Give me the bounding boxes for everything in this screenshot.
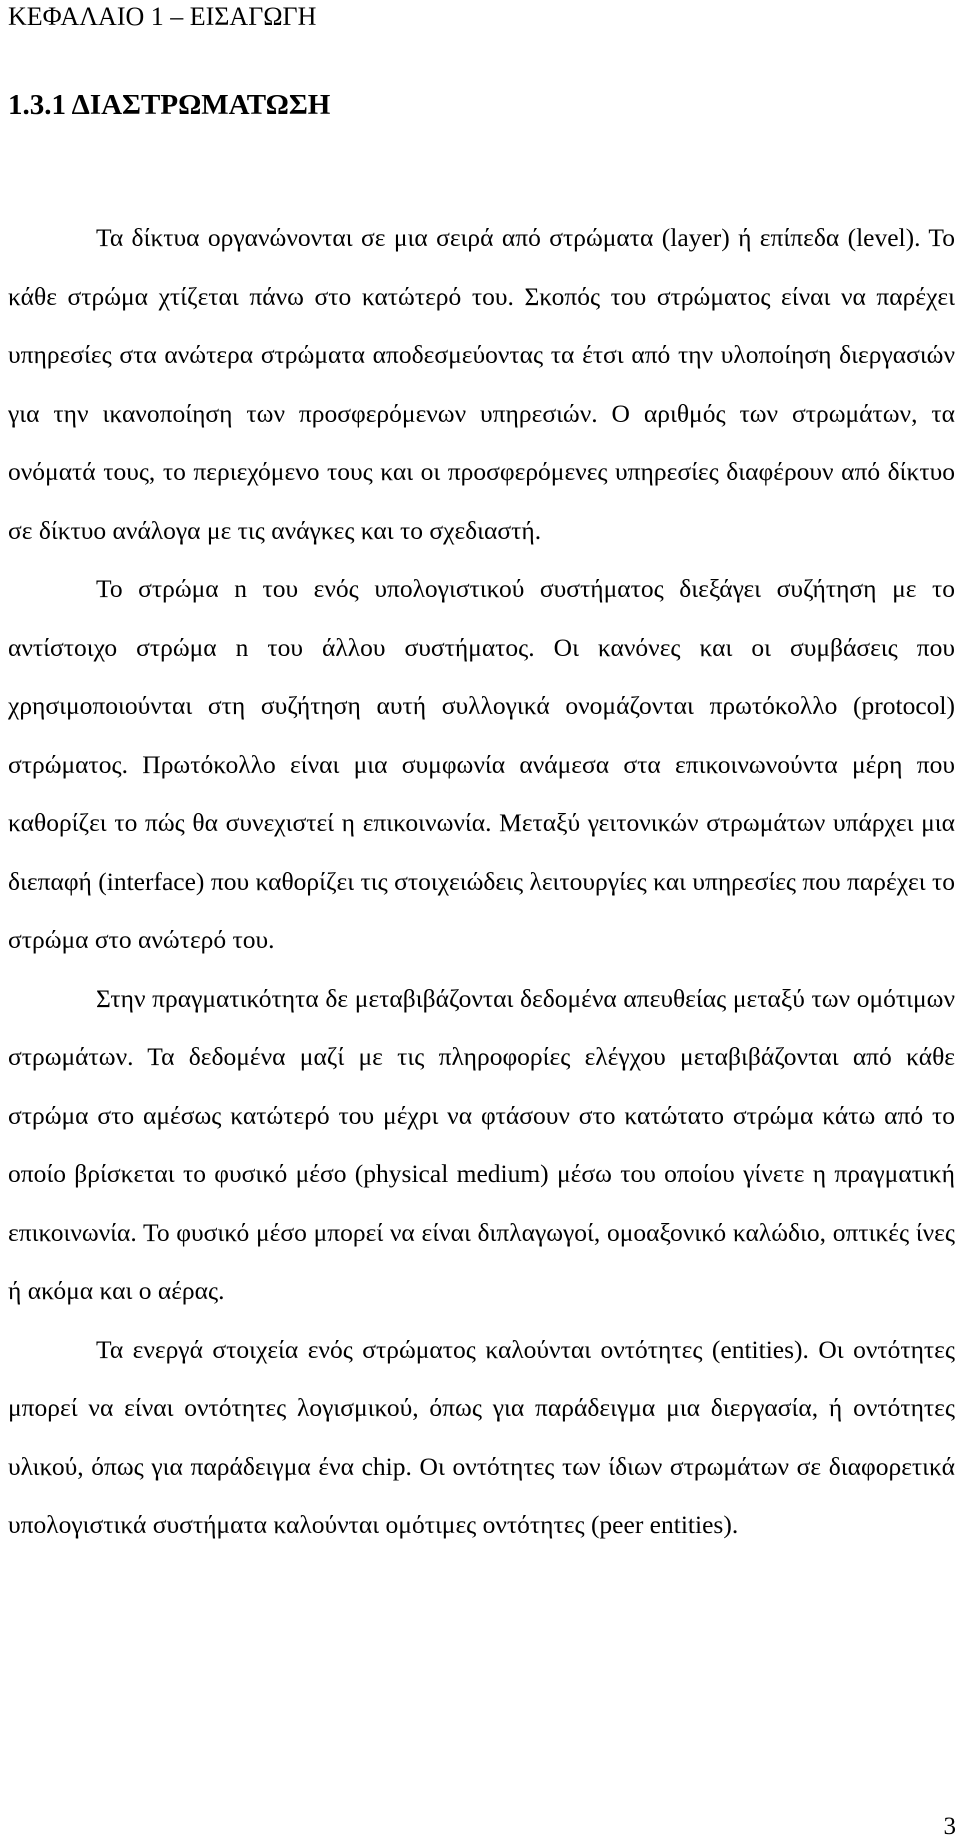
running-header: ΚΕΦΑΛΑΙΟ 1 – ΕΙΣΑΓΩΓΗ <box>8 2 317 31</box>
paragraph-entities: Τα ενεργά στοιχεία ενός στρώματος καλούνται οντότητες (entities). Οι οντότητες μπορεί να είναι οντότητες λογισμικού, όπως για παράδειγμα μια διεργασία, ή οντότητες υλικού, όπως για παράδειγμα ένα chip. Οι οντότητες των ίδιων στρωμάτων σε διαφορετικά υπολογιστικά συστήματα καλούνται ομότιμες οντότητες (peer entities). <box>8 1334 955 1539</box>
paragraph-physical-medium: Στην πραγματικότητα δε μεταβιβάζονται δεδομένα απευθείας μεταξύ των ομότιμων στρωμάτων. Τα δεδομένα μαζί με τις πληροφορίες ελέγχου μεταβιβάζονται από κάθε στρώμα στο αμέσως κατώτερό του μέχρι να φτάσουν στο κατώτατο στρώμα κάτω από το οποίο βρίσκεται το φυσικό μέσο (physical medium) μέσω του οποίου γίνετε η πραγματική επικοινωνία. Το φυσικό μέσο μπορεί να είναι διπλαγωγοί, ομοαξονικό καλώδιο, οπτικές ίνες ή ακόμα και ο αέρας. <box>8 983 955 1305</box>
paragraph-layers-intro: Τα δίκτυα οργανώνονται σε μια σειρά από στρώματα (layer) ή επίπεδα (level). Το κάθε στρώμα χτίζεται πάνω στο κατώτερό του. Σκοπός του στρώματος είναι να παρέχει υπηρεσίες στα ανώτερα στρώματα αποδεσμεύοντας τα έτσι από την υλοποίηση διεργασιών για την ικανοποίηση των προσφερόμενων υπηρεσιών. Ο αριθμός των στρωμάτων, τα ονόματά τους, το περιεχόμενο τους και οι προσφερόμενες υπηρεσίες διαφέρουν από δίκτυο σε δίκτυο ανάλογα με τις ανάγκες και το σχεδιαστή. <box>8 223 955 545</box>
paragraph-protocols: Το στρώμα n του ενός υπολογιστικού συστήματος διεξάγει συζήτηση με το αντίστοιχο στρώμα n του άλλου συστήματος. Οι κανόνες και οι συμβάσεις που χρησιμοποιούνται στη συζήτηση αυτή συλλογικά ονομάζονται πρωτόκολλο (protocol) στρώματος. Πρωτόκολλο είναι μια συμφωνία ανάμεσα στα επικοινωνούντα μέρη που καθορίζει το πώς θα συνεχιστεί η επικοινωνία. Μεταξύ γειτονικών στρωμάτων υπάρχει μια διεπαφή (interface) που καθορίζει τις στοιχειώδεις λειτουργίες και υπηρεσίες που παρέχει το στρώμα στο ανώτερό του. <box>8 574 955 954</box>
body-text <box>8 209 955 1555</box>
page-number: 3 <box>943 1813 956 1840</box>
section-heading: 1.3.1 ΔΙΑΣΤΡΩΜΑΤΩΣΗ <box>8 89 331 121</box>
